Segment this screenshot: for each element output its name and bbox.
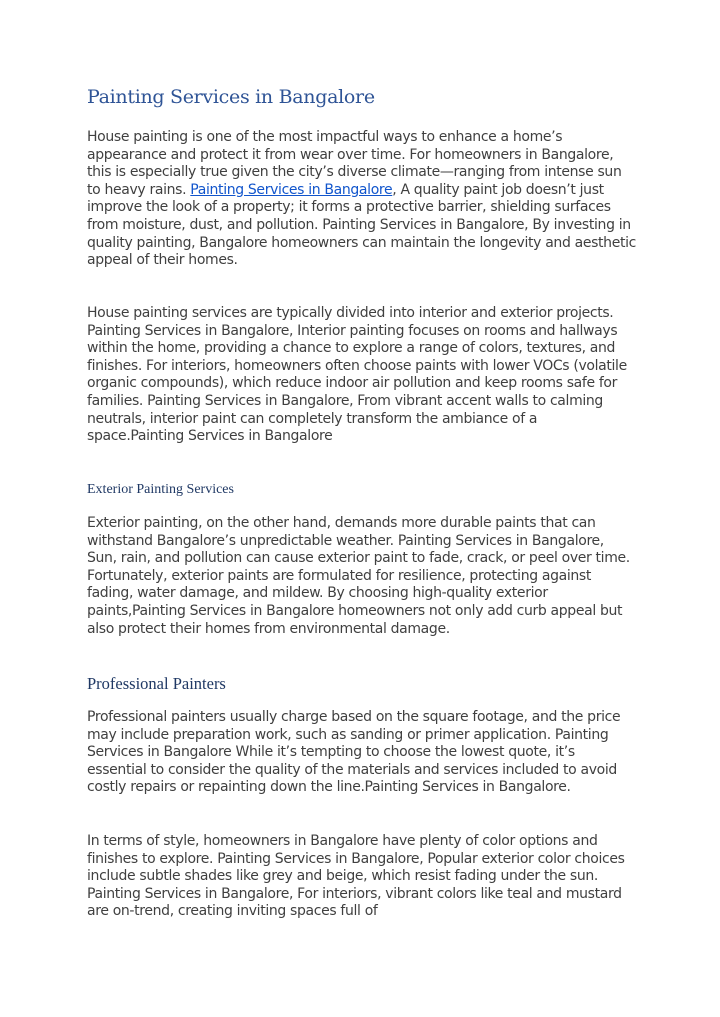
paragraph-intro-text-start: House painting is one of the most impactful ways to enhance a home’s appearance and protect it from wear over time. For homeowners in Bangalore, this is especially true given the city’s diverse climate—ranging from intense sun to heavy rains. (87, 129, 622, 198)
painting-services-link[interactable]: Painting Services in Bangalore (190, 181, 393, 198)
paragraph-exterior: Exterior painting, on the other hand, demands more durable paints that can withstand Bangalore’s unpredictable weather. Painting Services in Bangalore, Sun, rain, and pollution can cause exterior paint to fade, crack, or peel over time. Fortunately, exterior paints are formulated for resilience, protecting against fading, water damage, and mildew. By choosing high-quality exterior paints,Painting Services in Bangalore homeowners not only add curb appeal but also protect their homes from environmental damage. (87, 515, 630, 637)
paragraph-interior-exterior: House painting services are typically divided into interior and exterior projects. Painting Services in Bangalore, Interior painting focuses on rooms and hallways within the home, providing a chance to explore a range of colors, textures, and finishes. For interiors, homeowners often choose paints with lower VOCs (volatile organic compounds), which reduce indoor air pollution and keep rooms safe for families. Painting Services in Bangalore, From vibrant accent walls to calming neutrals, interior paint can completely transform the ambiance of a space.Painting Services in Bangalore (87, 305, 627, 445)
heading-exterior-painting-services: Exterior Painting Services (87, 482, 234, 497)
paragraph-intro-text-end: , A quality paint job doesn’t just improve the look of a property; it forms a protective barrier, shielding surfaces from moisture, dust, and pollution. Painting Services in Bangalore, By investing in quality painting, Bangalore homeowners can maintain the longevity and aesthetic appeal of their homes. (87, 181, 636, 269)
heading-professional-painters: Professional Painters (87, 674, 226, 693)
document-title: Painting Services in Bangalore (87, 86, 375, 108)
paragraph-intro (87, 129, 637, 270)
paragraph-style: In terms of style, homeowners in Bangalore have plenty of color options and finishes to explore. Painting Services in Bangalore, Popular exterior color choices include subtle shades like grey and beige, which resist fading under the sun. Painting Services in Bangalore, For interiors, vibrant colors like teal and mustard are on-trend, creating inviting spaces full of (87, 833, 625, 920)
paragraph-professional: Professional painters usually charge based on the square footage, and the price may include preparation work, such as sanding or primer application. Painting Services in Bangalore While it’s tempting to choose the lowest quote, it’s essential to consider the quality of the materials and services included to avoid costly repairs or repainting down the line.Painting Services in Bangalore. (87, 709, 621, 796)
